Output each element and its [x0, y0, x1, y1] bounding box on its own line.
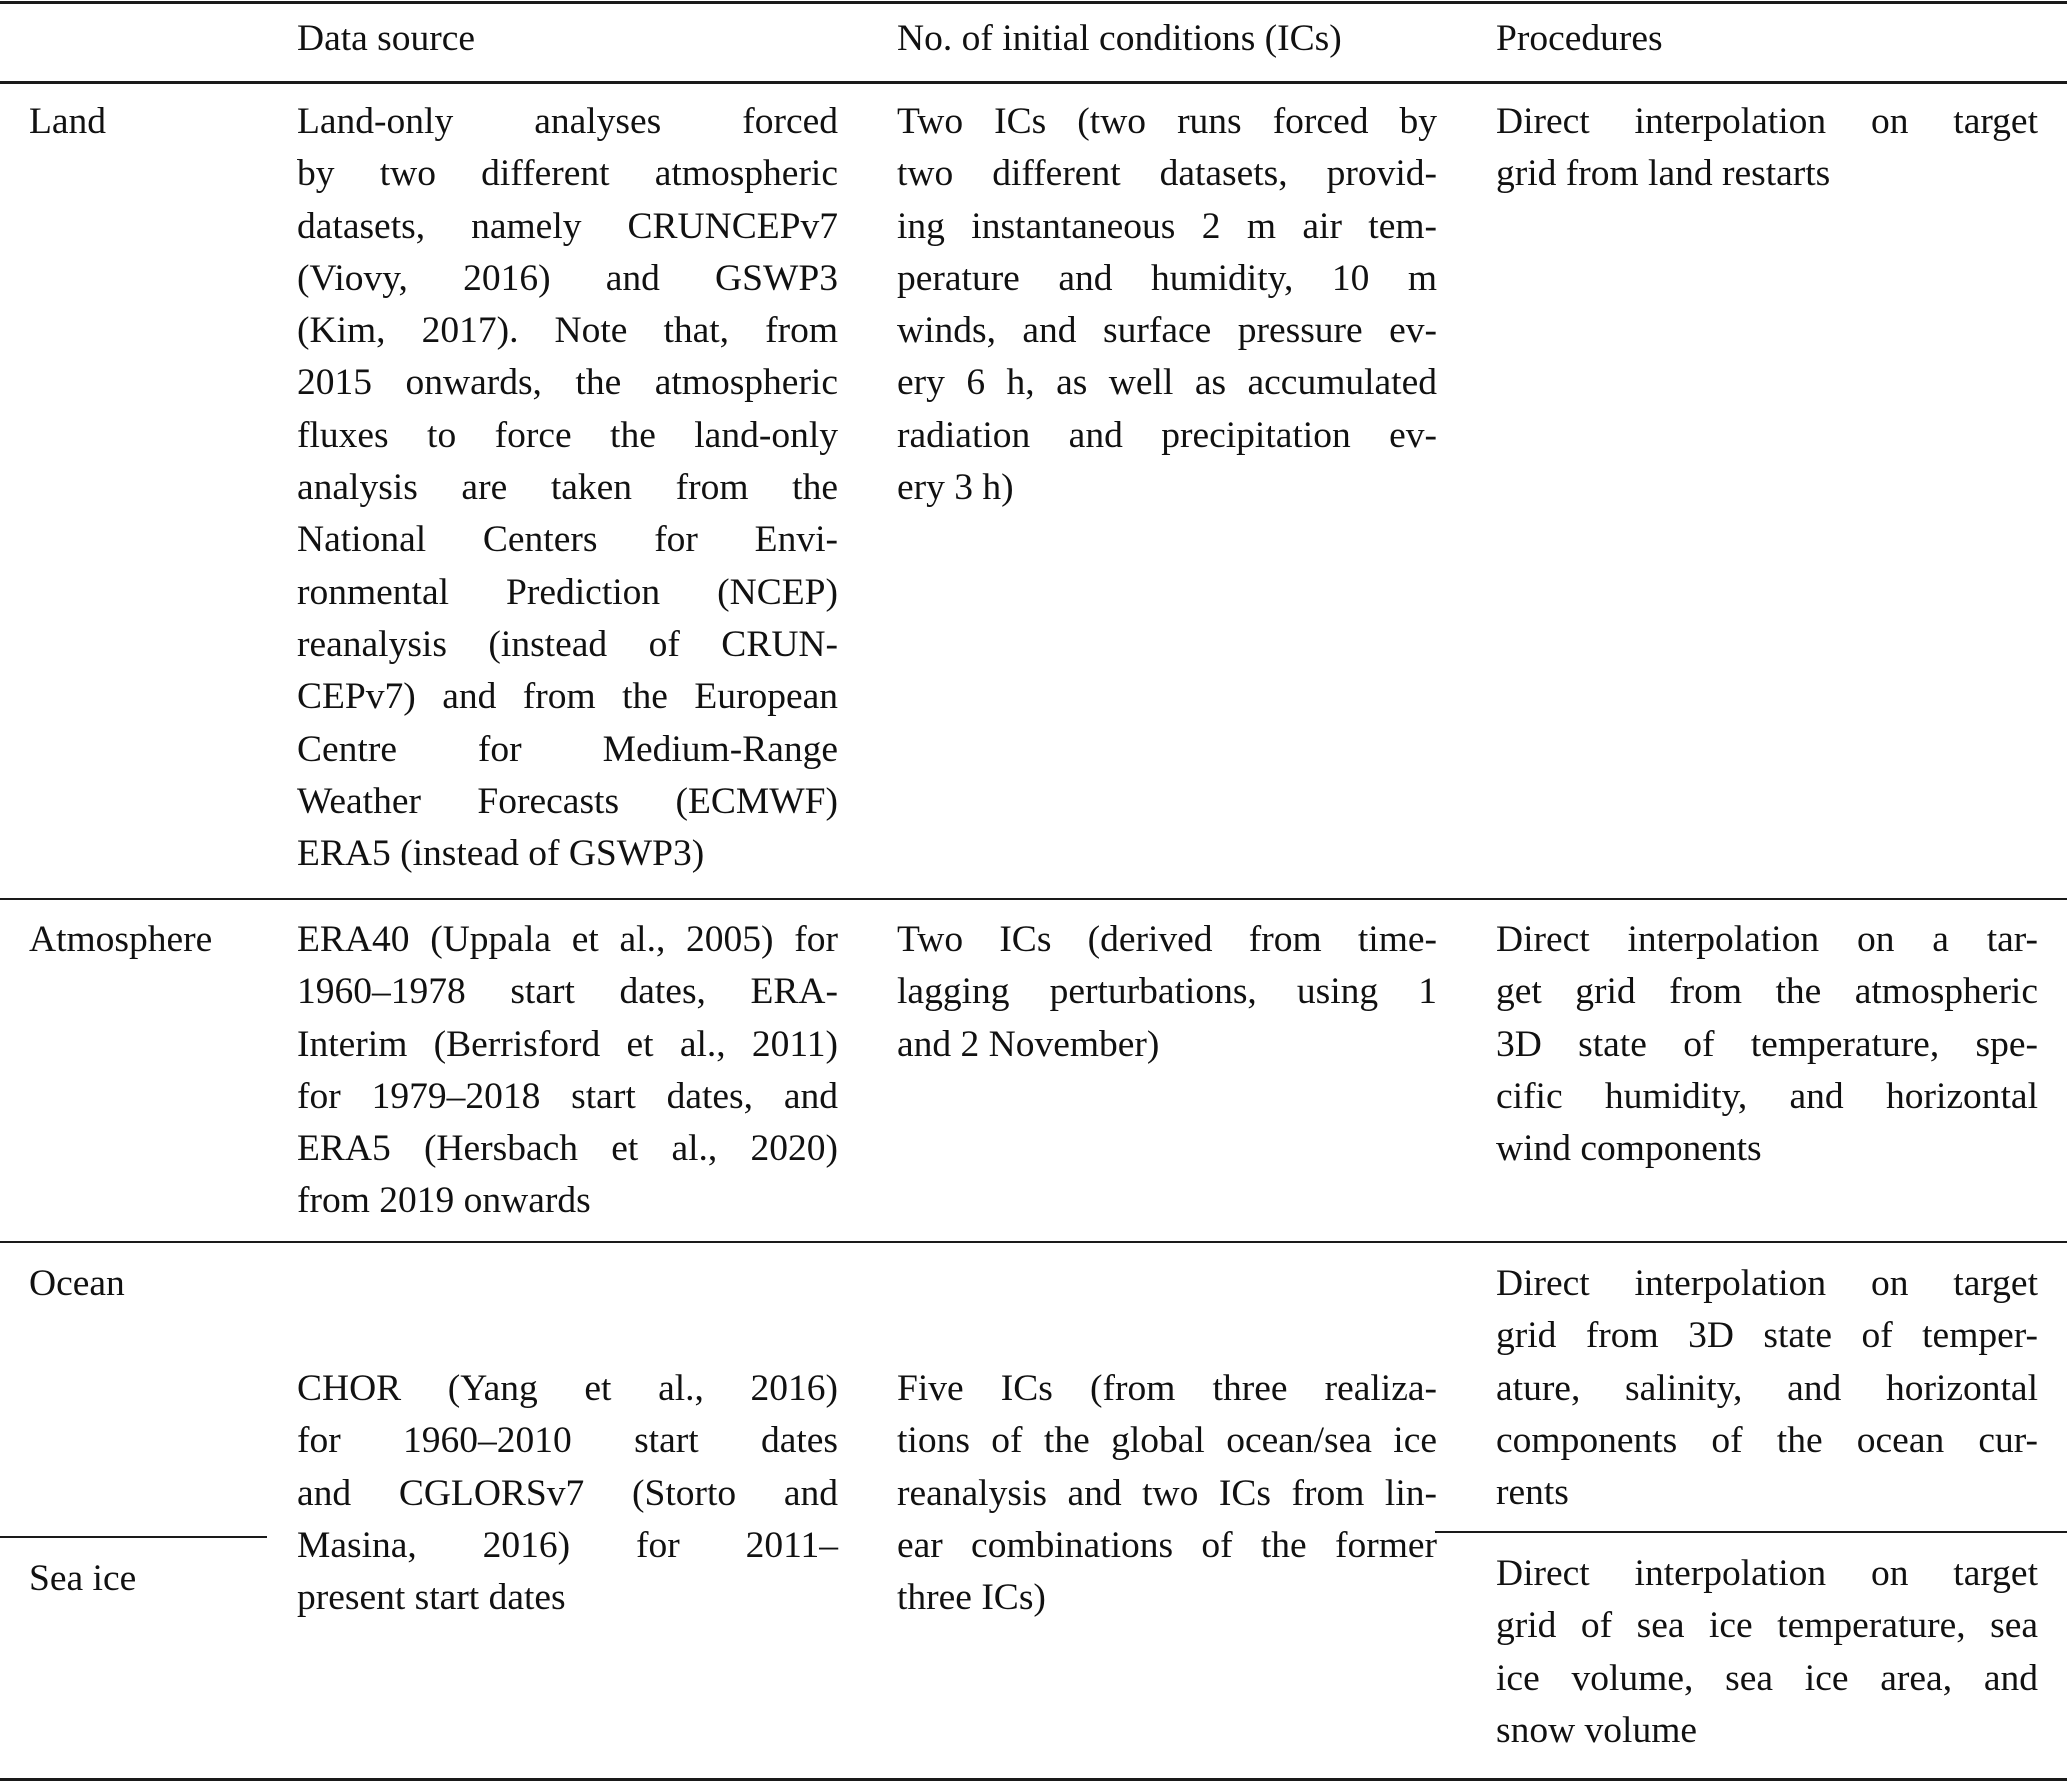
text-line: grid from 3D state of temper-: [1496, 1315, 2038, 1357]
atmosphere-ics: [897, 914, 1437, 1071]
row-label-land: Land: [29, 101, 107, 142]
text-line: grid of sea ice temperature, sea: [1496, 1605, 2038, 1647]
text-line: ERA40 (Uppala et al., 2005) for: [297, 919, 838, 960]
row-divider-atmosphere: [0, 1241, 2067, 1243]
ocean-procedures: [1496, 1258, 2038, 1519]
row-label-ocean: Ocean: [29, 1263, 125, 1304]
text-line: for 1960–2010 start dates: [297, 1420, 838, 1462]
text-line: from 2019 onwards: [297, 1180, 591, 1222]
text-line: analysis are taken from the: [297, 467, 838, 509]
text-line: Two ICs (derived from time-: [897, 919, 1437, 960]
text-line: datasets, namely CRUNCEPv7: [297, 205, 838, 247]
text-line: ERA5 (instead of GSWP3): [297, 833, 705, 875]
text-line: ing instantaneous 2 m air tem-: [897, 205, 1437, 247]
text-line: CHOR (Yang et al., 2016): [297, 1368, 838, 1409]
text-line: Five ICs (from three realiza-: [897, 1368, 1437, 1409]
row-label-atmosphere: Atmosphere: [29, 919, 213, 960]
text-line: reanalysis (instead of CRUN-: [297, 623, 838, 665]
sea-ice-procedures: [1496, 1548, 2038, 1757]
text-line: Weather Forecasts (ECMWF): [297, 780, 838, 822]
text-line: fluxes to force the land-only: [297, 414, 838, 456]
header-procedures: Procedures: [1496, 18, 1663, 59]
row-divider-ocean-procedures: [1435, 1531, 2067, 1533]
ocean-seaice-ics: [897, 1363, 1437, 1624]
text-line: cific humidity, and horizontal: [1496, 1075, 2038, 1117]
text-line: perature and humidity, 10 m: [897, 257, 1437, 299]
text-line: rents: [1496, 1472, 1569, 1514]
header-ics: No. of initial conditions (ICs): [897, 18, 1342, 59]
text-line: three ICs): [897, 1577, 1046, 1619]
text-line: Centre for Medium-Range: [297, 728, 838, 770]
row-divider-land: [0, 898, 2067, 900]
land-procedures: [1496, 96, 2038, 201]
text-line: ery 3 h): [897, 467, 1014, 509]
text-line: (Kim, 2017). Note that, from: [297, 310, 838, 352]
atmosphere-data-source: [297, 914, 838, 1228]
text-line: grid from land restarts: [1496, 153, 1831, 195]
text-line: Two ICs (two runs forced by: [897, 101, 1437, 142]
atmosphere-procedures: [1496, 914, 2038, 1175]
text-line: for 1979–2018 start dates, and: [297, 1075, 838, 1117]
ocean-seaice-data-source: [297, 1363, 838, 1624]
text-line: lagging perturbations, using 1: [897, 971, 1437, 1013]
text-line: Direct interpolation on target: [1496, 1553, 2038, 1594]
text-line: wind components: [1496, 1128, 1762, 1170]
row-divider-ocean-label: [0, 1536, 267, 1538]
text-line: ery 6 h, as well as accumulated: [897, 362, 1437, 404]
text-line: Direct interpolation on target: [1496, 101, 2038, 142]
text-line: 2015 onwards, the atmospheric: [297, 362, 838, 404]
text-line: reanalysis and two ICs from lin-: [897, 1472, 1437, 1514]
header-bottom-rule: [0, 81, 2067, 84]
row-label-sea-ice: Sea ice: [29, 1558, 137, 1599]
text-line: and 2 November): [897, 1023, 1160, 1065]
header-data-source: Data source: [297, 18, 476, 59]
text-line: components of the ocean cur-: [1496, 1419, 2038, 1461]
text-line: ronmental Prediction (NCEP): [297, 571, 838, 613]
text-line: National Centers for Envi-: [297, 519, 838, 561]
text-line: Masina, 2016) for 2011–: [297, 1524, 838, 1566]
text-line: Land-only analyses forced: [297, 101, 838, 142]
table-top-rule: [0, 1, 2067, 4]
text-line: winds, and surface pressure ev-: [897, 310, 1437, 352]
land-data-source: [297, 96, 838, 880]
text-line: present start dates: [297, 1577, 566, 1619]
text-line: two different datasets, provid-: [897, 153, 1437, 195]
text-line: ERA5 (Hersbach et al., 2020): [297, 1128, 838, 1170]
text-line: Direct interpolation on a tar-: [1496, 919, 2038, 960]
text-line: tions of the global ocean/sea ice: [897, 1420, 1437, 1462]
text-line: Interim (Berrisford et al., 2011): [297, 1023, 838, 1065]
text-line: snow volume: [1496, 1709, 1698, 1751]
text-line: radiation and precipitation ev-: [897, 414, 1437, 456]
text-line: 1960–1978 start dates, ERA-: [297, 971, 838, 1013]
text-line: get grid from the atmospheric: [1496, 971, 2038, 1013]
text-line: ear combinations of the former: [897, 1524, 1437, 1566]
text-line: (Viovy, 2016) and GSWP3: [297, 257, 838, 299]
text-line: 3D state of temperature, spe-: [1496, 1023, 2038, 1065]
text-line: ice volume, sea ice area, and: [1496, 1657, 2038, 1699]
text-line: by two different atmospheric: [297, 153, 838, 195]
land-ics: [897, 96, 1437, 514]
text-line: Direct interpolation on target: [1496, 1263, 2038, 1304]
table-bottom-rule: [0, 1778, 2067, 1781]
text-line: ature, salinity, and horizontal: [1496, 1367, 2038, 1409]
text-line: CEPv7) and from the European: [297, 676, 838, 718]
text-line: and CGLORSv7 (Storto and: [297, 1472, 838, 1514]
